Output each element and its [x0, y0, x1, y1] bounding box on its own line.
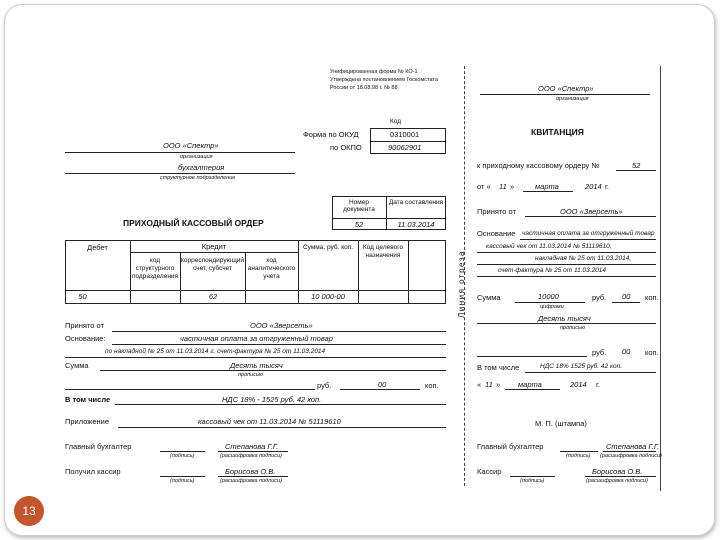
doc-box-vdivider	[386, 196, 387, 230]
receipt-stamp: М. П. (штампа)	[535, 419, 587, 428]
order-sum-line	[100, 370, 446, 371]
receipt-sum-words-line	[477, 323, 656, 324]
receipt-date-from: от «	[477, 182, 491, 191]
sum-value: 10 000-00	[311, 292, 345, 301]
order-incl-label: В том числе	[65, 395, 111, 404]
doc-number-label: Номер документа	[343, 199, 375, 214]
accepted-from-label: Принято от	[65, 321, 105, 330]
receipt-cashier-sign-line	[510, 476, 555, 477]
receipt-date2-close: »	[496, 380, 501, 389]
receipt-kop-value-2: 00	[622, 347, 631, 356]
receipt-chief-decode-caption: (расшифровка подписи)	[600, 453, 662, 459]
codes-divider	[370, 141, 446, 142]
order-chief-name-line	[218, 451, 288, 452]
order-sum-caption: прописью	[238, 372, 264, 378]
accepted-from-line	[112, 331, 446, 332]
receipt-chief-label: Главный бухгалтер	[477, 442, 544, 451]
receipt-date2-month-line	[505, 389, 560, 390]
order-chief-label: Главный бухгалтер	[65, 442, 132, 451]
doc-title: ПРИХОДНЫЙ КАССОВЫЙ ОРДЕР	[123, 218, 264, 228]
order-cashier-label: Получил кассир	[65, 467, 121, 476]
basis-value-2: по накладной № 25 от 11.03.2014 г. счет-фактура № 25 от 11.03.2014	[105, 348, 326, 355]
receipt-basis-value-3: накладная № 25 от 11.03.2014,	[535, 255, 632, 262]
receipt-basis-line-3	[477, 264, 656, 265]
receipt-date2-year: 2014	[570, 380, 587, 389]
receipt-order-number-line	[616, 170, 656, 171]
receipt-order-label: к приходному кассовому ордеру №	[477, 161, 600, 170]
order-rub-label: руб.	[317, 381, 332, 390]
division-underline	[65, 173, 295, 174]
cut-line-label: Линия отреза	[457, 250, 466, 318]
receipt-order-number: 52	[632, 161, 641, 170]
receipt-basis-value-2: кассовый чек от 11.03.2014 № 51119610,	[486, 243, 612, 250]
receipt-org-name: ООО «Спектр»	[538, 84, 594, 93]
order-cashier-decode-caption: (расшифровка подписи)	[220, 478, 282, 484]
order-cashier-name-line	[218, 476, 288, 477]
receipt-date2-month: марта	[518, 380, 542, 389]
order-chief-sign-caption: (подпись)	[170, 453, 195, 459]
receipt-sum-words: Десять тысяч	[538, 314, 591, 323]
purpose-code-header: Код целевого назначения	[362, 244, 404, 259]
receipt-sum-words-caption: прописью	[560, 325, 586, 331]
order-chief-sign-line	[160, 451, 205, 452]
order-chief-decode-caption: (расшифровка подписи)	[220, 453, 282, 459]
sub-code-header: код структурного подразделения	[131, 257, 179, 281]
corr-account-header: корреспондирующий счет, субсчет	[181, 257, 245, 273]
order-cashier-sign-caption: (подпись)	[170, 478, 195, 484]
receipt-chief-name-line	[603, 451, 656, 452]
form-line-3: России от 18.08.98 г. № 88	[330, 85, 398, 91]
receipt-cashier-sign-caption: (подпись)	[520, 478, 545, 484]
okud-value: 0310001	[390, 130, 420, 139]
receipt-incl-line	[525, 372, 656, 373]
receipt-rub-label: руб.	[592, 293, 607, 302]
accepted-from-value: ООО «Зверсеть»	[250, 321, 313, 330]
receipt-right-border	[660, 66, 661, 491]
kod-label: Код	[390, 118, 402, 125]
receipt-kop-label-2: коп.	[645, 348, 659, 357]
receipt-basis-label: Основание	[477, 229, 516, 238]
receipt-date2-day: 11	[485, 380, 493, 389]
receipt-cashier-label: Кассир	[477, 467, 502, 476]
doc-date-label: Дата составления	[388, 199, 444, 206]
receipt-basis-line-1	[520, 239, 656, 240]
form-line-2: Утверждена постановлением Госкомстата	[330, 77, 438, 83]
receipt-date2-suffix: г.	[596, 380, 600, 389]
doc-box-hdivider	[332, 218, 446, 219]
okpo-value: 90062901	[388, 143, 422, 152]
receipt-accepted-value: ООО «Зверсеть»	[560, 207, 623, 216]
order-sum-line-2	[65, 389, 315, 390]
credit-header: Кредит	[201, 242, 227, 251]
receipt-sum-line	[515, 302, 585, 303]
table-col-5	[358, 240, 359, 304]
order-kop-line	[340, 389, 420, 390]
order-cashier-name: Борисова О.В.	[225, 467, 276, 476]
receipt-cashier-name-line	[585, 476, 656, 477]
org-name: ООО «Спектр»	[163, 141, 219, 150]
order-incl-value: НДС 18% - 1525 руб. 42 коп.	[222, 395, 322, 404]
order-sum-words: Десять тысяч	[230, 361, 283, 370]
table-col-4	[298, 240, 299, 304]
receipt-accepted-line	[525, 216, 656, 217]
receipt-sum-words-line-2	[477, 356, 587, 357]
receipt-basis-value-4: счет-фактура № 25 от 11.03.2014	[498, 267, 607, 274]
okpo-label: по ОКПО	[330, 143, 362, 152]
receipt-date-month-line	[523, 191, 573, 192]
receipt-accepted-label: Принято от	[477, 207, 517, 216]
receipt-chief-sign-line	[560, 451, 598, 452]
table-col-6	[408, 240, 409, 304]
order-chief-name: Степанова Г.Г.	[225, 442, 279, 451]
order-kop-value: 00	[378, 380, 387, 389]
basis-label: Основание:	[65, 334, 106, 343]
order-kop-label: коп.	[425, 381, 439, 390]
receipt-date-quote: »	[510, 182, 515, 191]
receipt-date-suffix: г.	[605, 182, 609, 191]
org-underline	[65, 152, 295, 153]
doc-number-value: 52	[354, 220, 364, 229]
form-line-1: Унифицированная форма № КО-1	[330, 69, 418, 75]
debit-header: Дебет	[87, 243, 108, 252]
attachment-value: кассовый чек от 11.03.2014 № 51119610	[198, 417, 341, 426]
attachment-label: Приложение	[65, 417, 109, 426]
doc-date-value: 11.03.2014	[397, 220, 435, 229]
receipt-kop-line	[612, 302, 640, 303]
receipt-incl-value: НДС 18% 1525 руб. 42 коп.	[540, 363, 623, 370]
receipt-org-caption: организация	[556, 96, 589, 102]
sum-header: Сумма, руб. коп.	[302, 244, 354, 251]
receipt-sum-label: Сумма	[477, 293, 501, 302]
receipt-incl-label: В том числе	[477, 363, 520, 372]
receipt-cashier-name: Борисова О.В.	[592, 467, 643, 476]
basis-value-1: частичная оплата за отгруженный товар	[180, 334, 333, 343]
receipt-date-year: 2014	[585, 182, 602, 191]
receipt-basis-line-2	[477, 252, 656, 253]
receipt-chief-sign-caption: (подпись)	[566, 453, 591, 459]
receipt-org-line	[480, 94, 650, 95]
order-cashier-sign-line	[160, 476, 205, 477]
receipt-kop-label: коп.	[645, 293, 659, 302]
basis-line-1	[112, 344, 446, 345]
org-caption: организация	[180, 154, 213, 160]
receipt-date2-open: «	[477, 380, 482, 389]
table-row-divider	[65, 290, 446, 291]
receipt-basis-value-1: частичная оплата за отгруженный товар	[522, 230, 655, 237]
receipt-cashier-decode-caption: (расшифровка подписи)	[586, 478, 648, 484]
receipt-title: КВИТАНЦИЯ	[531, 127, 584, 137]
okud-label: Форма по ОКУД	[303, 130, 359, 139]
receipt-kop-value: 00	[622, 292, 631, 301]
analytic-code-header: код аналитического учета	[247, 257, 296, 281]
division-caption: структурное подразделение	[160, 175, 236, 181]
debit-value: 50	[78, 292, 87, 301]
receipt-sum-caption: цифрами	[540, 304, 564, 310]
order-sum-label: Сумма	[65, 361, 89, 370]
receipt-basis-line-4	[477, 276, 656, 277]
corr-account-value: 62	[208, 292, 218, 301]
receipt-date-month: марта	[535, 182, 559, 191]
receipt-date-day: 11	[499, 182, 507, 191]
order-incl-line	[115, 404, 446, 405]
receipt-chief-name: Степанова Г.Г.	[606, 442, 660, 451]
page-number-badge: 13	[14, 496, 44, 526]
division-name: бухгалтерия	[178, 163, 225, 172]
attachment-line	[118, 427, 446, 428]
receipt-rub-label-2: руб.	[592, 348, 607, 357]
receipt-sum-value: 10000	[538, 292, 559, 301]
basis-line-2	[65, 357, 446, 358]
credit-subheader-divider	[130, 252, 298, 253]
